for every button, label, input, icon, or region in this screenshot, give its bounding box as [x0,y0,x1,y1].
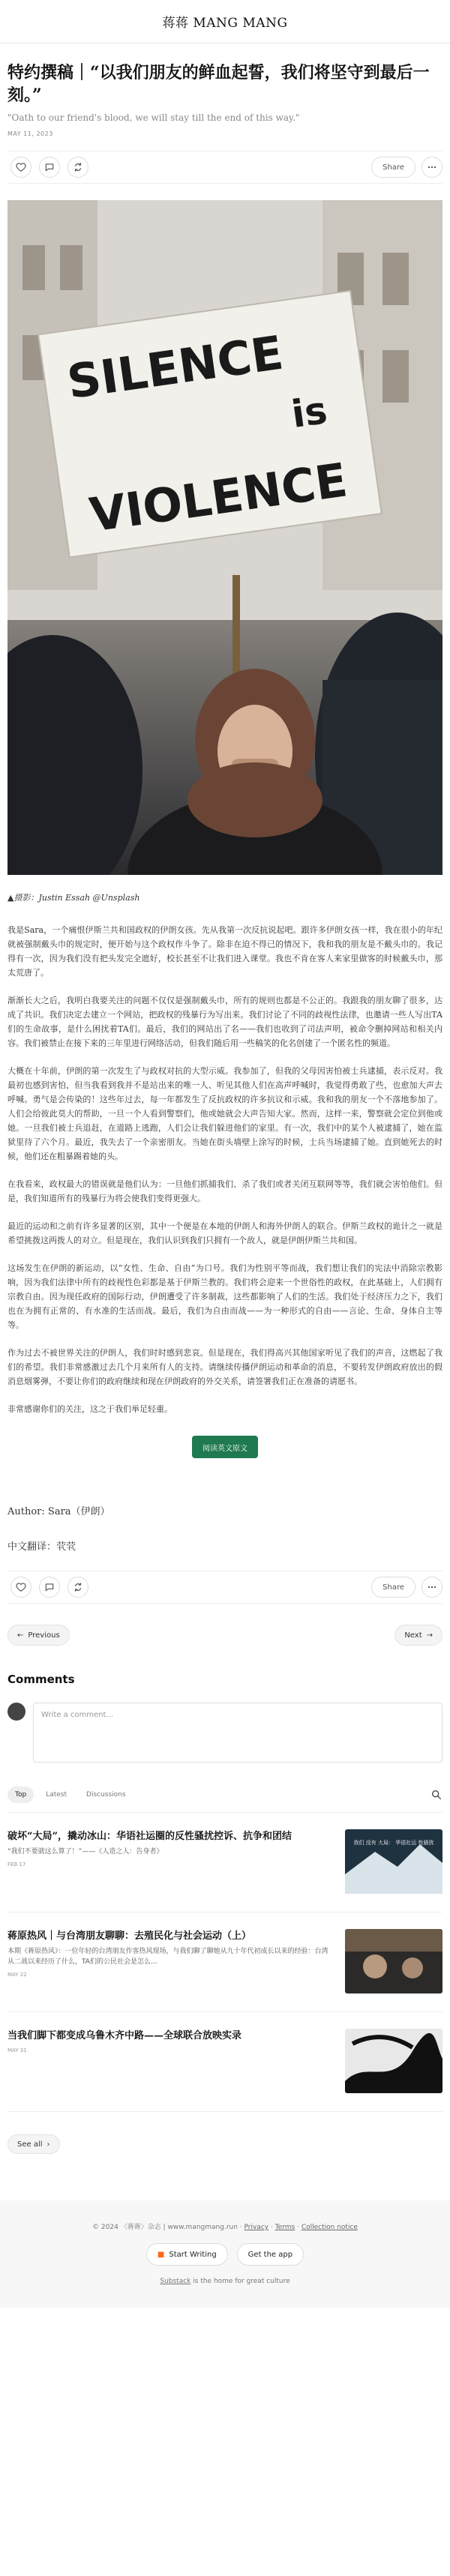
site-title[interactable]: 蒋蒋 MANG MANG [162,16,288,31]
ellipsis-icon [427,1582,437,1592]
read-original-button[interactable]: 阅读英文原文 [192,1436,258,1458]
arrow-right-icon: → [426,1631,433,1640]
post-navigation [8,1625,442,1646]
start-writing-button[interactable] [146,2243,228,2266]
restack-icon [73,162,83,172]
see-all-label: See all [17,2140,43,2149]
see-all-button[interactable] [8,2134,60,2154]
post-title: 特约撰稿｜“以我们朋友的鲜血起誓，我们将坚守到最后一刻。” [8,63,430,105]
chevron-right-icon: › [46,2140,50,2149]
footer-copyright: © 2024 〈蒋蒋〉杂志 | www.mangmang.run [92,2224,238,2231]
paragraph: 非常感谢你们的关注，这之于我们举足轻重。 [8,1404,172,1414]
feed-post[interactable] [8,1813,442,1913]
previous-label: Previous [28,1631,60,1640]
post-container [0,61,450,2154]
feed-post-subtitle: “我们不要就这么算了！”——《人造之人：告身者》 [8,1848,164,1856]
thumbnail-text: 我们 没有 大局： 华语社运 性骚扰 [353,1840,434,1846]
post-date: MAY 11, 2023 [8,130,53,137]
site-footer: © 2024 〈蒋蒋〉杂志 | www.mangmang.run · Privacy · Terms · Collection notice ■ Start Writing Get the app Substack is the home for great culture [0,2200,450,2308]
feed-post-thumbnail[interactable] [345,2029,442,2093]
site-header [0,0,450,43]
paragraph: 这场发生在伊朗的新运动，以“女性、生命、自由”为口号。我们为性别平等而战，我们想让我们的宪法中消除宗教影响，因为我们法律中所有的歧视性色彩都是基于伊斯兰教的。我们将会迎来一个世俗性的政权，在此基础上，人们拥有宗教自由。因为现任政府的国际行动，伊朗遭受了许多制裁，这些都影响了人们的生活。我们处于经济压力之下，我们也在为拥有正常的、有水准的生活而战。最后，我们为自由而战——为一种形式的自由——言论、生命、身体自主等等。 [8,1263,442,1330]
feed-post[interactable] [8,1913,442,2012]
restack-button[interactable] [68,1577,88,1598]
author-line: Author: Sara（伊朗） [8,1506,110,1517]
share-button[interactable]: Share [371,1577,416,1598]
tab-latest[interactable]: Latest [46,1791,68,1799]
comment-button[interactable] [39,1577,60,1598]
feed-post-thumbnail[interactable] [345,1829,442,1894]
restack-icon [73,1582,83,1592]
feed-post-title[interactable]: 破坏“大局”，撬动冰山：华语社运圈的反性骚扰控诉、抗争和团结 [8,1831,292,1842]
comment-composer [8,1703,442,1763]
feed-post-title[interactable]: 蒋原热风｜与台湾朋友聊聊：去殖民化与社会运动（上） [8,1931,252,1942]
heart-icon [16,1582,26,1592]
paragraph: 我是Sara，一个痛恨伊斯兰共和国政权的伊朗女孩。先从我第一次反抗说起吧。跟许多伊朗女孩一样，我在很小的年纪就被强制戴头巾的规定时，便开始与这个政权作斗争了。除非在迫不得已的情况下，我和我的朋友是不戴头巾的。我记得有一次，因为我们没有把头发完全遮好，校长甚至不让我们进入课堂。我也不肯在客人来家里做客的时候戴头巾，那太荒唐了。 [8,925,442,978]
terms-link[interactable]: Terms [274,2224,296,2231]
paragraph: 作为过去不被世界关注的伊朗人，我们时时感到悲哀。但是现在，我们得高兴其他国家听见了我们的声音，这燃起了我们的希望。我们非常感激过去几个月来所有人的支持。请继续传播伊朗运动和革命的消息，不要转发伊朗政府放出的假消息烟雾弹，不要让你们的政府继续和现在伊朗政府的外交关系，请签署我们正在准备的请愿书。 [8,1348,442,1386]
start-writing-label: Start Writing [169,2250,217,2259]
image-caption: ▲摄影：Justin Essah @Unsplash [8,893,140,903]
feed-post-thumbnail[interactable] [345,1929,442,1993]
next-label: Next [404,1631,422,1640]
restack-button[interactable] [68,157,88,178]
collection-notice-link[interactable]: Collection notice [301,2224,358,2231]
paragraph: 渐渐长大之后，我明白我要关注的问题不仅仅是强制戴头巾，所有的规则也都是不公正的。我跟我的朋友聊了很多，达成了共识。我们决定去建立一个网站，把政权的残暴行为写出来。我们讨论了不同的歧视性法律，也邀请一些人写出TA们的生命故事，是什么困扰着TA们。最后，我们的网站出了名——我们也收到了司法声明，被命令删掉网站和相关内容。我们被禁止在接下来的三年里进行网络活动，但我们随后用一些稿笑的化名创建了一个匿名性的频道。 [8,996,442,1048]
substack-logo-icon: ■ [157,2250,165,2259]
translator-line: 中文翻译：茕茕 [8,1541,76,1553]
feed-post[interactable] [8,2012,442,2112]
arrow-left-icon: ← [17,1631,24,1640]
get-app-button[interactable]: Get the app [237,2243,304,2266]
paragraph: 在我看来，政权最大的错误就是他们认为：一旦他们抓捕我们、杀了我们或者关闭互联网等等，我们就会害怕他们。但是，我们知道所有的残暴行为将会使我们变得更强大。 [8,1179,442,1203]
feed-post-title[interactable]: 当我们脚下都变成乌鲁木齐中路——全球联合放映实录 [8,2030,242,2041]
feed-post-date: MAY 22 [8,1972,27,1978]
footer-note-text: is the home for great culture [193,2278,290,2285]
sign-line-1: SILENCE [64,325,286,410]
post-subtitle: "Oath to our friend's blood, we will stay till the end of this way." [8,112,300,123]
comments-title: Comments [8,1673,75,1686]
post-action-bar-bottom [8,1571,442,1604]
sign-line-3: VIOLENCE [86,452,351,543]
paragraph: 最近的运动和之前有许多显著的区别，其中一个便是在本地的伊朗人和海外伊朗人的联合。伊斯兰政权的诡计之一就是希望挑拨这两拨人的对立。但是现在，我们认识到我们只拥有一个敌人，就是伊朗伊斯兰共和国。 [8,1221,442,1245]
feed-post-date: MAY 31 [8,2047,27,2053]
comment-input[interactable]: Write a comment... [33,1703,442,1763]
hero-image[interactable] [8,200,442,875]
post-action-bar [8,151,442,184]
feed-tabs-bar [8,1787,442,1813]
comment-button[interactable] [39,157,60,178]
post-body [8,923,442,1416]
feed-post-date: FEB 17 [8,1862,26,1868]
search-icon[interactable] [430,1789,442,1801]
like-button[interactable] [10,1577,32,1598]
heart-icon [16,162,26,172]
avatar [8,1703,26,1721]
ellipsis-icon [427,162,437,172]
more-button[interactable] [422,157,442,178]
tab-top[interactable]: Top [8,1787,34,1803]
feed-post-subtitle: 本期《蒋原热风》：一位年轻的台湾朋友作客热风现场，与我们聊了聊她从九十年代初成长以来的经验：台湾从二战以来经历了什么，TA们的公民社会是怎么... [8,1948,328,1966]
share-button[interactable]: Share [371,157,416,178]
substack-link[interactable]: Substack [160,2278,191,2285]
next-button[interactable] [394,1625,442,1646]
comment-icon [44,1582,55,1592]
protest-photo [8,200,442,875]
previous-button[interactable] [8,1625,70,1646]
comment-icon [44,162,55,172]
paragraph: 大概在十年前，伊朗的第一次发生了与政权对抗的大型示威。我参加了，但我的父母因害怕被士兵逮捕，表示反对。我最初也感到害怕，但当我看到我并不是站出来的唯一人、听见其他人们在高声呼喊时，我觉得勇敢了些，也愈加大声去呼喊。勇气是会传染的！这些年过去，每一年都发生了反抗政权的许多抗议和示威。我和我的朋友一个不落地参加了。人们会给彼此莫大的帮助，一旦一个人看到警察们，他或她就会大声告知大家。然而，这样一来，警察就会定位到他或她。一旦我们被士兵追赶，在道路上逃跑，人们会让我们躲进他们的家里。有一次，我们中的某个人被逮捕了，她在监狱里待了六个月。最近，我失去了一个亲密朋友。当她在街头墙壁上涂写的时候，士兵当场逮捕了她。直到她死去的时候，他们还在粗暴踢着她的头。 [8,1066,442,1161]
sign-line-2: is [289,388,330,436]
more-button[interactable] [422,1577,442,1598]
privacy-link[interactable]: Privacy [244,2224,269,2231]
like-button[interactable] [10,157,32,178]
tab-discussions[interactable]: Discussions [86,1791,126,1799]
